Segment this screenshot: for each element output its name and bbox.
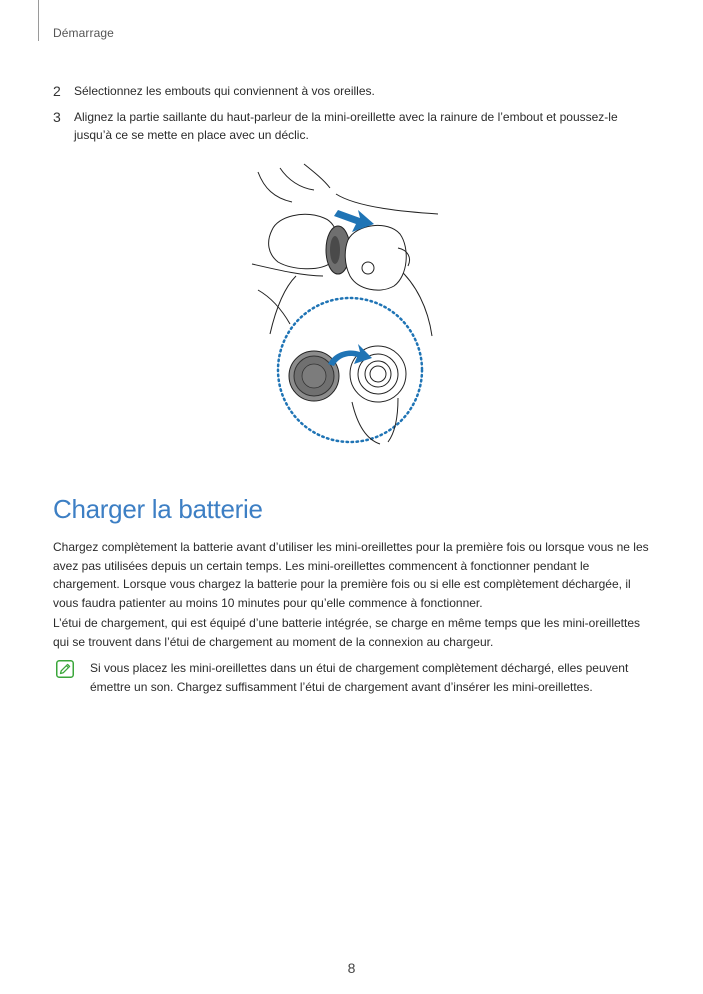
speaker-nozzle-detail: [289, 351, 339, 401]
note-block: [53, 659, 653, 696]
earbud-tip-illustration: [248, 158, 452, 448]
body-paragraph: L’étui de chargement, qui est équipé d’une batterie intégrée, se charge en même temps que les mini-oreillettes qui se trouvent dans l’étui de chargement au moment de la connexion au chargeur.: [53, 616, 641, 649]
page-number: 8: [347, 960, 356, 976]
step-number: 3: [53, 109, 61, 125]
step-item: [53, 108, 653, 144]
section-title: Charger la batterie: [53, 494, 263, 524]
ear-tip: [345, 225, 409, 290]
earbud-body: [269, 214, 350, 274]
header-divider: [38, 0, 39, 41]
note-text: Si vous placez les mini-oreillettes dans un étui de chargement complètement déchargé, elles peuvent émettre un son. Chargez suffisamment l’étui de chargement avant d’insérer les mini-oreillettes.: [90, 661, 629, 694]
body-paragraph: Chargez complètement la batterie avant d’utiliser les mini-oreillettes pour la première fois ou lorsque vous ne les avez pas utilisées depuis un certain temps. Les mini-oreillettes commencent à fonctionner pendant le chargement. Lorsque vous chargez la batterie pour la première fois ou si elle est complètement déchargée, il vous faudra patienter au moins 10 minutes pour qu’elle commence à fonctionner.: [53, 540, 649, 610]
step-number: 2: [53, 83, 61, 99]
step-text: Sélectionnez les embouts qui conviennent à vos oreilles.: [74, 84, 375, 98]
align-arrow-icon: [328, 344, 372, 366]
note-pencil-icon: [56, 660, 74, 678]
step-item: [53, 82, 653, 100]
section-header: Démarrage: [53, 26, 114, 40]
step-text: Alignez la partie saillante du haut-parleur de la mini-oreillette avec la rainure de l’embout et poussez-le jusqu’à ce se mette en place avec un déclic.: [74, 110, 618, 142]
